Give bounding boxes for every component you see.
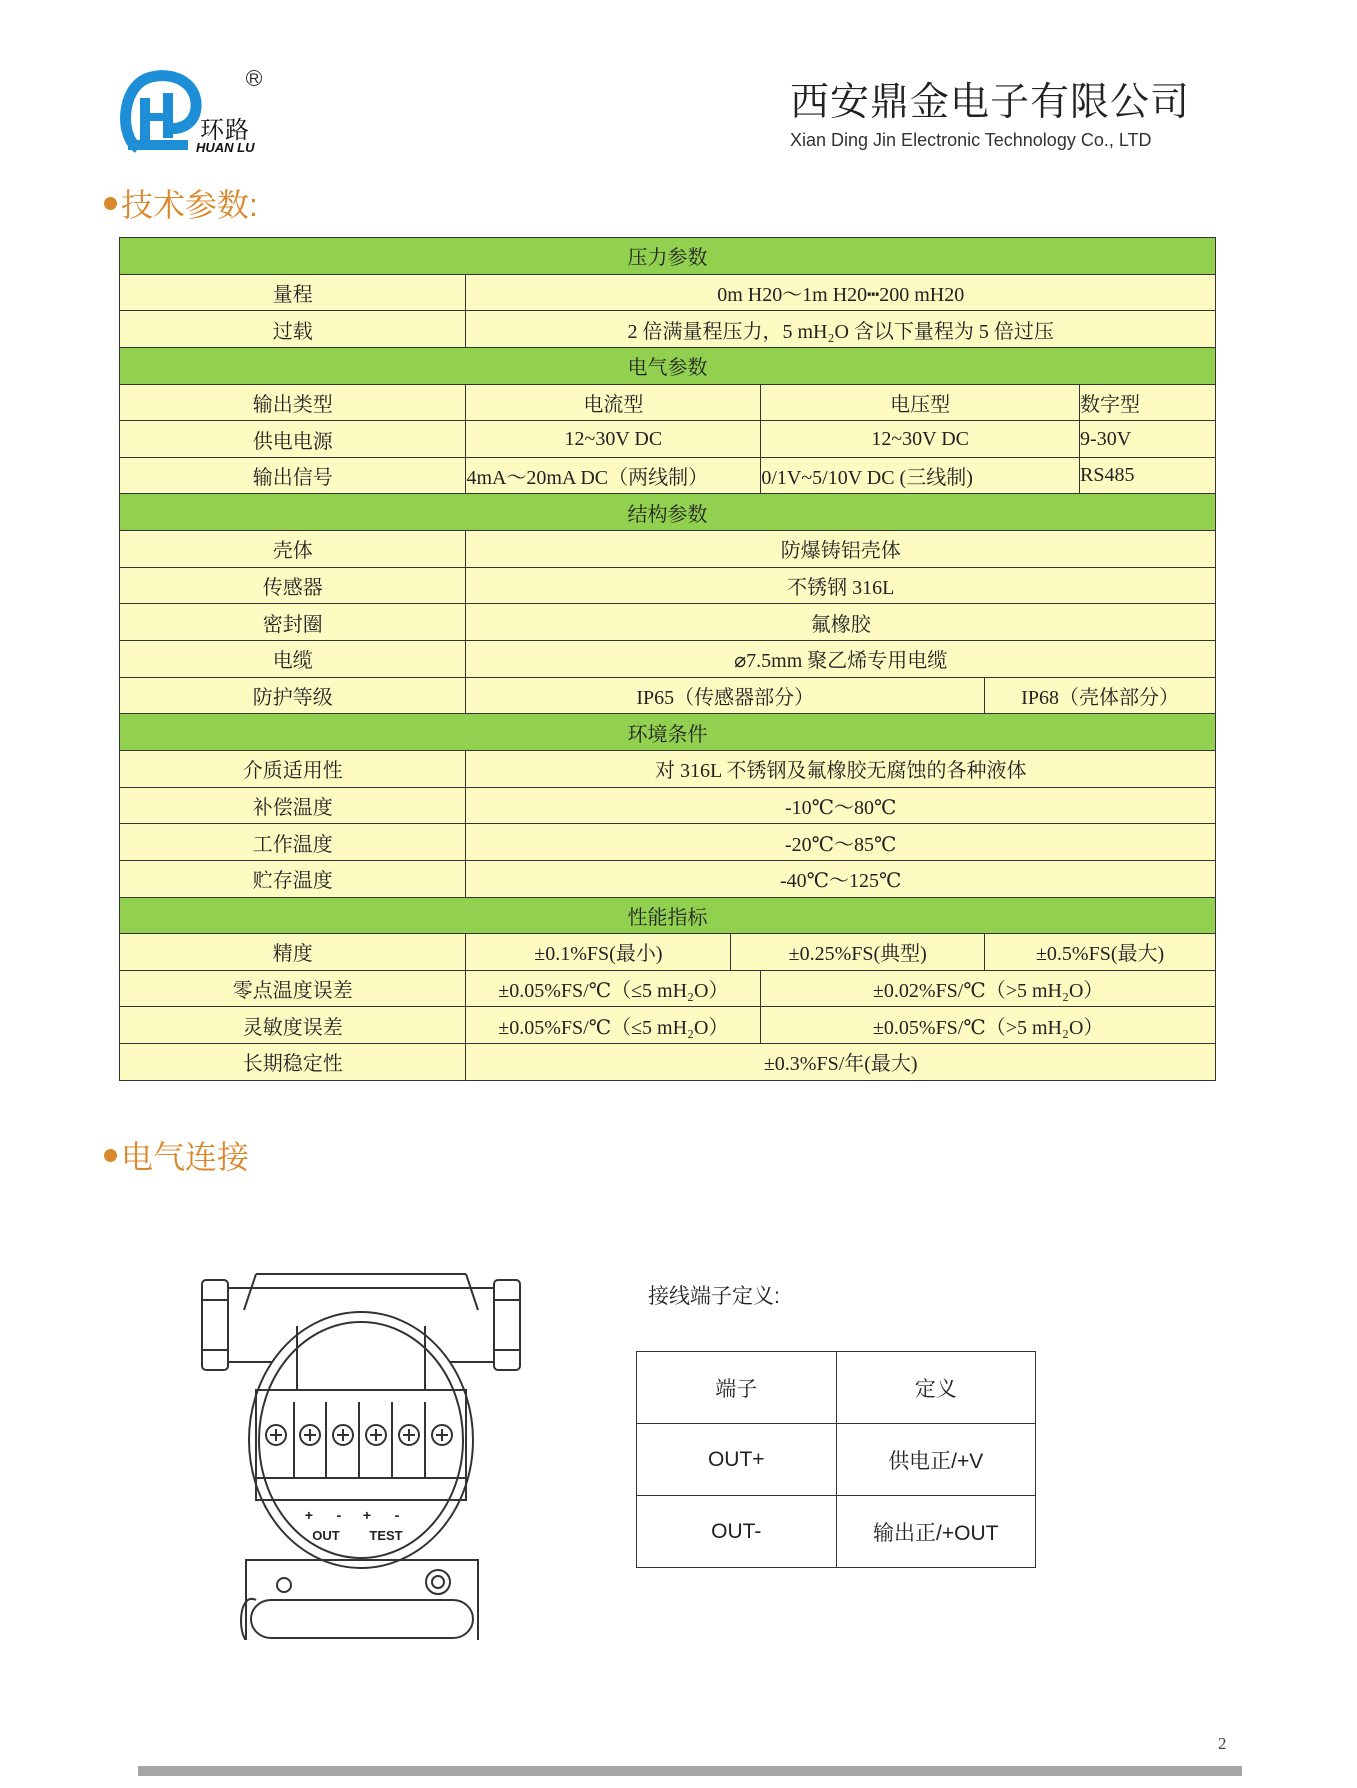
table-row: 介质适用性 对 316L 不锈钢及氟橡胶无腐蚀的各种液体 (120, 750, 1216, 787)
table-row: 补偿温度 -10℃～80℃ (120, 787, 1216, 824)
table-row: 壳体 防爆铸铝壳体 (120, 531, 1216, 568)
housing-window (249, 1312, 473, 1568)
company-name-cn: 西安鼎金电子有限公司 (790, 81, 1191, 124)
company-logo (118, 68, 268, 160)
table-section-header: 压力参数 (120, 238, 1216, 275)
label-test-minus: - (394, 1507, 400, 1523)
table-row: 密封圈 氟橡胶 (120, 604, 1216, 641)
ground-icon (277, 1578, 291, 1592)
page-number: 2 (1218, 1734, 1227, 1753)
table-section-header: 性能指标 (120, 897, 1216, 934)
table-section-header: 环境条件 (120, 714, 1216, 751)
table-row: 灵敏度误差 ±0.05%FS/℃（≤5 mH₂O） ±0.05%FS/℃（>5 mH₂O） (120, 1007, 1216, 1044)
label-out: OUT (312, 1528, 340, 1543)
wiring-table (636, 1351, 1036, 1568)
table-row: 长期稳定性 ±0.3%FS/年(最大) (120, 1044, 1216, 1081)
logo-mark-icon (118, 68, 208, 158)
ground-screw-icon (426, 1570, 450, 1594)
right-cable-gland-icon (494, 1280, 520, 1370)
section-title-specs (104, 180, 258, 226)
table-row: 电缆 ⌀7.5mm 聚乙烯专用电缆 (120, 641, 1216, 678)
spec-table (119, 237, 1216, 1081)
footer-divider (138, 1766, 1242, 1776)
table-row: 工作温度 -20℃～85℃ (120, 824, 1216, 861)
bullet-icon (104, 1149, 117, 1162)
label-test: TEST (369, 1528, 403, 1543)
table-row: 输出信号 4mA～20mA DC（两线制） 0/1V~5/10V DC (三线制) RS485 (120, 457, 1216, 494)
section-title-text: 技术参数: (121, 187, 258, 223)
transmitter-wiring-diagram (196, 1270, 526, 1640)
company-header (790, 80, 1200, 151)
bullet-icon (104, 197, 117, 210)
table-row: 传感器 不锈钢 316L (120, 567, 1216, 604)
table-row: 精度 ±0.1%FS(最小) ±0.25%FS(典型) ±0.5%FS(最大) (120, 934, 1216, 971)
label-out-plus: + (304, 1507, 314, 1523)
left-cable-gland-icon (202, 1280, 228, 1370)
table-row: 防护等级 IP65（传感器部分） IP68（壳体部分） (120, 677, 1216, 714)
table-row: 供电电源 12~30V DC 12~30V DC 9-30V (120, 421, 1216, 458)
brand-name-cn: 环路 (200, 117, 250, 144)
registered-mark: R (246, 70, 262, 86)
table-row: 零点温度误差 ±0.05%FS/℃（≤5 mH₂O） ±0.02%FS/℃（>5 mH₂O） (120, 970, 1216, 1007)
wiring-caption: 接线端子定义: (648, 1285, 780, 1308)
section-title-wiring (104, 1132, 249, 1178)
table-row: 过载 2 倍满量程压力，5 mH₂O 含以下量程为 5 倍过压 (120, 311, 1216, 348)
table-row: OUT+ 供电正/+V (637, 1424, 1036, 1496)
label-test-plus: + (362, 1507, 372, 1523)
company-name-en: Xian Ding Jin Electronic Technology Co., LTD (790, 130, 1152, 150)
table-section-header: 结构参数 (120, 494, 1216, 531)
section-title-text: 电气连接 (121, 1139, 250, 1175)
table-section-header: 电气参数 (120, 347, 1216, 384)
brand-name-en: HUAN LU (196, 140, 255, 155)
table-row: OUT- 输出正/+OUT (637, 1496, 1036, 1568)
table-header-row: 端子 定义 (637, 1352, 1036, 1424)
table-row: 贮存温度 -40℃～125℃ (120, 860, 1216, 897)
table-row: 输出类型 电流型 电压型 数字型 (120, 384, 1216, 421)
table-row: 量程 0m H20～1m H20┅200 mH20 (120, 274, 1216, 311)
label-out-minus: - (336, 1507, 342, 1523)
